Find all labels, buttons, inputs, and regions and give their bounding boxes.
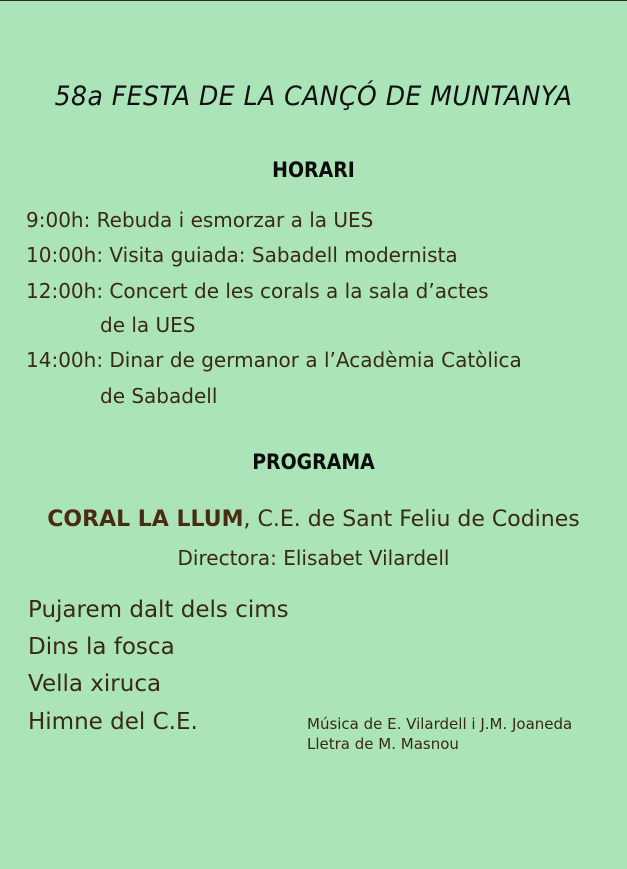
song-item: Pujarem dalt dels cims [28,597,289,623]
choir-name: CORAL LA LLUM [47,507,244,532]
choir-origin: , C.E. de Sant Feliu de Codines [243,507,580,532]
schedule-item-1: 9:00h: Rebuda i esmorzar a la UES [26,208,374,232]
schedule-item-4: 14:00h: Dinar de germanor a l’Acadèmia Catòlica [26,348,522,372]
director-line: Directora: Elisabet Vilardell [177,546,450,570]
song-item: Himne del C.E. [28,709,198,735]
choir-line [0,507,627,532]
credit-lyrics: Lletra de M. Masnou [307,735,459,753]
schedule-item-4-continuation: de Sabadell [100,384,218,408]
credit-music: Música de E. Vilardell i J.M. Joaneda [307,715,573,733]
song-item: Vella xiruca [28,671,162,697]
schedule-item-2: 10:00h: Visita guiada: Sabadell modernista [26,243,458,267]
schedule-item-3: 12:00h: Concert de les corals a la sala d’actes [26,279,489,303]
schedule-item-3-continuation: de la UES [100,313,196,337]
event-title: 58a FESTA DE LA CANÇÓ DE MUNTANYA [54,81,573,112]
song-item: Dins la fosca [28,634,175,660]
horari-heading: HORARI [272,158,355,182]
programa-heading: PROGRAMA [252,450,375,474]
